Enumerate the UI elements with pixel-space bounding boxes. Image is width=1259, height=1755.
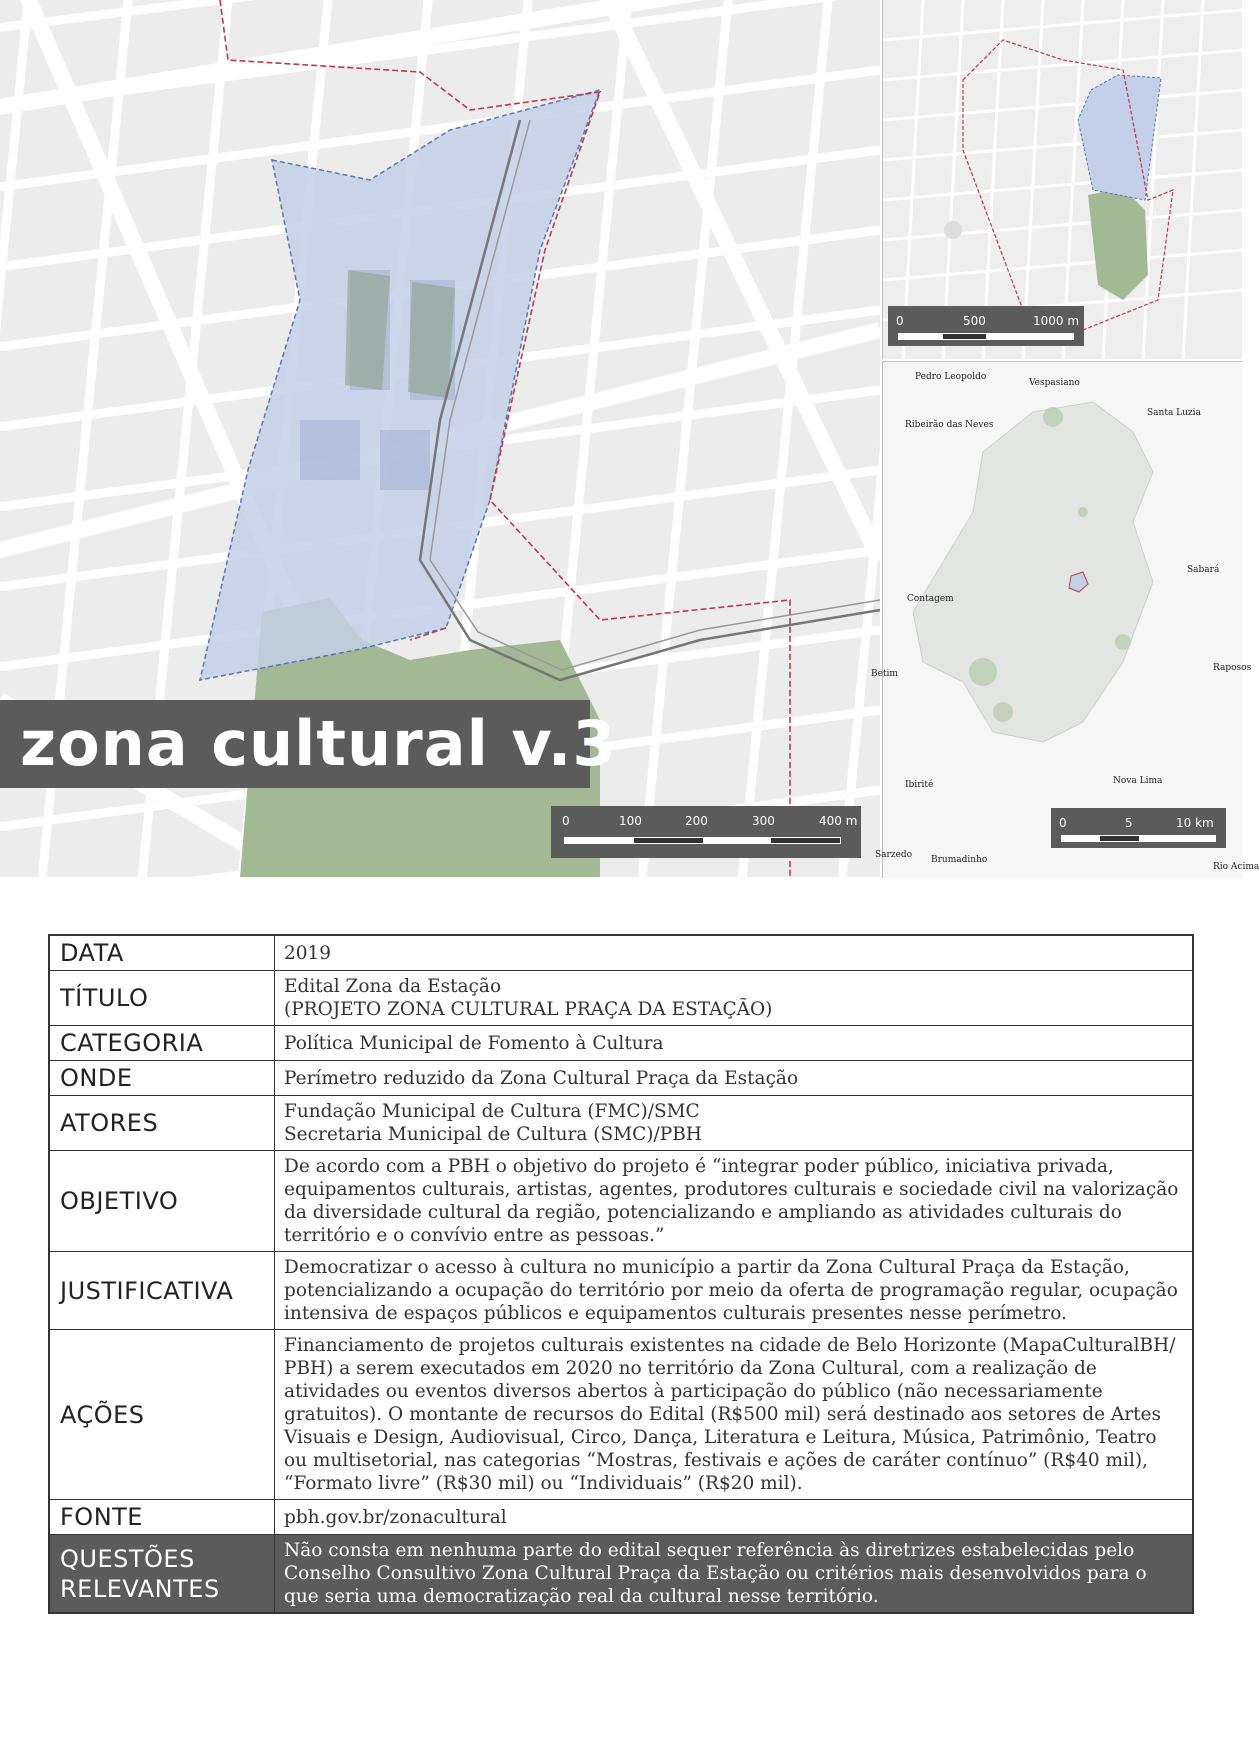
inset-district-map [882, 0, 1242, 359]
table-row [49, 1330, 1193, 1500]
row-value-line: Visuais e Design, Audiovisual, Circo, Dança, Literatura e Leitura, Música, Patrimônio, Teatro [284, 1427, 1157, 1448]
row-label [49, 1500, 275, 1535]
table-row [49, 971, 1193, 1026]
table-row [49, 1535, 1193, 1614]
row-value [275, 1026, 1194, 1061]
row-label [49, 971, 275, 1026]
row-value [275, 1535, 1194, 1614]
row-label [49, 1061, 275, 1096]
row-label-line: TÍTULO [60, 984, 149, 1012]
region-scale-bar [1051, 808, 1226, 848]
scale-tick: 5 [1125, 816, 1133, 830]
table-row [49, 1151, 1193, 1252]
row-value-line: equipamentos culturais, artistas, agentes, produtores culturais e sociedade civil na valorização [284, 1179, 1179, 1200]
table-row [49, 1096, 1193, 1151]
row-value-line: Democratizar o acesso à cultura no município a partir da Zona Cultural Praça da Estação, [284, 1257, 1130, 1278]
row-label [49, 935, 275, 971]
main-map [0, 0, 880, 877]
scale-tick: 100 [619, 814, 642, 828]
inset-region-canvas [883, 362, 1242, 878]
row-value-line: Edital Zona da Estação [284, 976, 502, 997]
place-label: Contagem [907, 594, 954, 604]
table-row [49, 1500, 1193, 1535]
info-table [48, 934, 1194, 1614]
place-label: Ibirité [905, 780, 934, 790]
row-value-line: Perímetro reduzido da Zona Cultural Praça da Estação [284, 1067, 799, 1089]
row-value-line: que seria uma democratização real da cultural nesse território. [284, 1586, 879, 1607]
place-label: Sarzedo [875, 850, 913, 860]
scale-tick: 0 [1059, 816, 1067, 830]
row-value [275, 971, 1194, 1026]
table-row [49, 1061, 1193, 1096]
place-label: Raposos [1213, 663, 1252, 673]
row-value [275, 1096, 1194, 1151]
row-label-line: OBJETIVO [60, 1187, 179, 1215]
inset-region-map [871, 361, 1259, 878]
row-value-line: Fundação Municipal de Cultura (FMC)/SMC [284, 1101, 700, 1122]
row-label [49, 1026, 275, 1061]
table-row [49, 935, 1193, 971]
row-label-line: FONTE [60, 1503, 143, 1531]
scale-tick: 400 m [819, 814, 858, 828]
place-label: Vespasiano [1029, 378, 1080, 388]
scale-tick: 500 [963, 314, 986, 328]
info-table-body [49, 935, 1193, 1613]
row-value-line: território e o convívio entre as pessoas.” [284, 1225, 665, 1246]
row-value-line: Conselho Consultivo Zona Cultural Praça da Estação ou critérios mais desenvolvidos para o [284, 1563, 1147, 1584]
main-scale-bar [551, 806, 861, 858]
row-value-line: Financiamento de projetos culturais existentes na cidade de Belo Horizonte (MapaCulturalBH/ [284, 1335, 1176, 1356]
row-value [275, 935, 1194, 971]
row-value-line: De acordo com a PBH o objetivo do projeto é “integrar poder público, iniciativa privada, [284, 1156, 1114, 1177]
row-label-line: AÇÕES [60, 1400, 145, 1429]
row-label [49, 1330, 275, 1500]
row-value [275, 1330, 1194, 1500]
row-value-line: (PROJETO ZONA CULTURAL PRAÇA DA ESTAÇÃO) [284, 999, 773, 1020]
row-value-line: gratuitos). O montante de recursos do Edital (R$500 mil) será destinado aos setores de Artes [284, 1404, 1161, 1425]
row-label-line: RELEVANTES [60, 1574, 220, 1603]
row-value [275, 1151, 1194, 1252]
row-value-line: “Formato livre” (R$30 mil) ou “Individuais” (R$20 mil). [284, 1473, 803, 1494]
row-label [49, 1151, 275, 1252]
place-label: Pedro Leopoldo [915, 372, 987, 382]
scale-tick: 300 [752, 814, 775, 828]
row-label-line: JUSTIFICATIVA [60, 1276, 234, 1305]
scale-tick: 10 km [1176, 816, 1214, 830]
row-label [49, 1252, 275, 1330]
row-label-line: DATA [60, 939, 124, 967]
table-row [49, 1026, 1193, 1061]
row-label [49, 1096, 275, 1151]
scale-tick: 0 [896, 314, 904, 328]
district-scale-bar [888, 306, 1084, 346]
place-label: Brumadinho [931, 855, 988, 865]
place-label: Santa Luzia [1147, 408, 1201, 418]
row-label [49, 1535, 275, 1614]
row-value-line: atividades ou eventos diversos abertos à participação do público (não necessariamente [284, 1381, 1103, 1402]
scale-tick: 200 [685, 814, 708, 828]
row-label-line: ONDE [60, 1064, 133, 1092]
row-value-line: potencializando a ocupação do território por meio da oferta de programação regular, ocupação [284, 1280, 1178, 1301]
row-value-line: 2019 [284, 942, 332, 964]
row-label-line: QUESTÕES [60, 1544, 195, 1573]
scale-tick: 1000 m [1033, 314, 1080, 328]
row-value-line: intensiva de espaços públicos e equipamentos culturais presentes nesse perímetro. [284, 1303, 1067, 1324]
place-label: Nova Lima [1113, 776, 1163, 786]
row-value-line: Não consta em nenhuma parte do edital sequer referência às diretrizes estabelecidas pelo [284, 1540, 1135, 1561]
place-label: Sabará [1187, 565, 1220, 575]
row-value-line: da diversidade cultural da região, potencializando e ampliando as atividades culturais do [284, 1202, 1122, 1223]
row-value-line: Política Municipal de Fomento à Cultura [284, 1032, 664, 1054]
row-value-line: pbh.gov.br/zonacultural [284, 1506, 507, 1528]
row-value [275, 1252, 1194, 1330]
row-value-line: PBH) a serem executados em 2020 no território da Zona Cultural, com a realização de [284, 1358, 1097, 1379]
map-title: zona cultural v.3 [0, 700, 590, 788]
row-label-line: CATEGORIA [60, 1029, 204, 1057]
place-label: Ribeirão das Neves [905, 420, 994, 430]
place-label: Betim [871, 669, 898, 679]
row-value-line: ou multisetorial, nas categorias “Mostras, festivais e ações de caráter contínuo” (R$40 mil), [284, 1450, 1148, 1471]
place-label: Rio Acima [1213, 862, 1259, 872]
scale-tick: 0 [562, 814, 570, 828]
row-value-line: Secretaria Municipal de Cultura (SMC)/PBH [284, 1124, 702, 1145]
row-value [275, 1061, 1194, 1096]
row-value[interactable] [275, 1500, 1194, 1535]
row-label-line: ATORES [60, 1109, 159, 1137]
table-row [49, 1252, 1193, 1330]
